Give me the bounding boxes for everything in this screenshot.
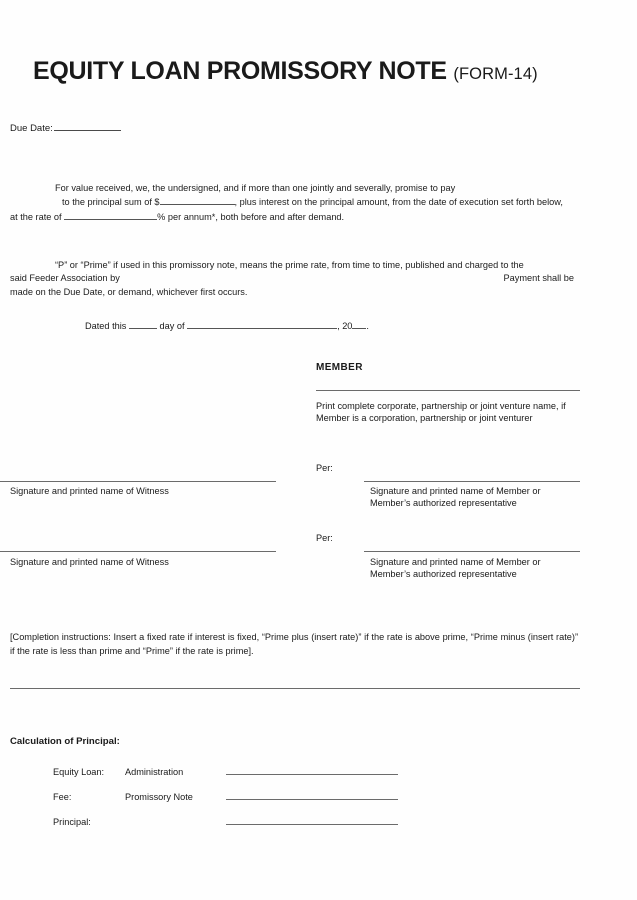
calc-row-value-blank[interactable] <box>226 763 398 775</box>
dated-prefix-label: Dated this <box>85 321 127 331</box>
rate-suffix: % per annum*, both before and after demand. <box>157 211 345 222</box>
table-row <box>53 813 398 838</box>
dated-this-field[interactable] <box>85 319 369 331</box>
witness-signature-caption-1: Signature and printed name of Witness <box>10 486 169 496</box>
dated-mid-label: day of <box>159 321 185 331</box>
section-divider <box>10 688 580 689</box>
member-heading: MEMBER <box>316 362 363 373</box>
calc-row-label: Fee: <box>53 792 72 802</box>
member-signature-rule-2[interactable] <box>364 551 580 552</box>
dated-day-blank[interactable] <box>129 319 157 329</box>
per-label-2: Per: <box>316 533 333 543</box>
member-signature-caption-2: Signature and printed name of Member or Member’s authorized representative <box>370 557 541 580</box>
dated-period: . <box>366 321 369 331</box>
table-row <box>53 763 398 788</box>
table-row <box>53 788 398 813</box>
dated-year-blank[interactable] <box>352 319 366 329</box>
value-received-line-3 <box>0 210 590 224</box>
paragraph-prime-definition <box>0 259 582 299</box>
value-received-line-2 <box>0 195 590 209</box>
witness-signature-rule-1[interactable] <box>0 481 276 482</box>
form-code-label: (FORM-14) <box>453 65 538 83</box>
prime-line-1: “P” or “Prime” if used in this promissory note, means the prime rate, from time to time, published and charged to the <box>55 260 524 270</box>
interest-rate-blank[interactable] <box>64 210 157 220</box>
prime-line-3: made on the Due Date, or demand, whichever first occurs. <box>10 286 248 297</box>
calc-row-label: Equity Loan: <box>53 767 105 777</box>
due-date-label: Due Date: <box>10 123 53 134</box>
calc-row-value-blank[interactable] <box>226 813 398 825</box>
principal-sum-blank[interactable] <box>160 195 235 205</box>
due-date-field[interactable] <box>10 121 121 134</box>
dated-year-prefix: , 20 <box>337 321 353 331</box>
page-title-main: EQUITY LOAN PROMISSORY NOTE <box>33 57 447 85</box>
calc-row-detail: Administration <box>125 767 184 777</box>
calc-row-detail: Promissory Note <box>125 792 193 802</box>
due-date-blank-line[interactable] <box>54 121 121 131</box>
principal-sum-suffix: , plus interest on the principal amount, from the date of execution set forth below, <box>234 197 563 208</box>
calc-row-label: Principal: <box>53 817 91 827</box>
per-label-1: Per: <box>316 463 333 473</box>
prime-line-2 <box>0 272 582 285</box>
member-name-caption: Print complete corporate, partnership or joint venture name, if Member is a corporation, partnership or joint venturer <box>316 401 566 424</box>
principal-sum-prefix: to the principal sum of $ <box>62 197 160 208</box>
value-received-line-1: For value received, we, the undersigned, and if more than one jointly and severally, promise to pay <box>55 183 456 193</box>
completion-instructions: [Completion instructions: Insert a fixed rate if interest is fixed, “Prime plus (insert rate)” if the rate is above prime, “Prime minus (insert rate)” if the rate is less than prime and “Prime” if the rate is prime]. <box>10 632 578 656</box>
calculation-of-principal-heading: Calculation of Principal: <box>10 736 120 747</box>
member-signature-rule-1[interactable] <box>364 481 580 482</box>
dated-month-blank[interactable] <box>187 319 337 329</box>
witness-signature-caption-2: Signature and printed name of Witness <box>10 557 169 567</box>
paragraph-value-received <box>0 182 590 224</box>
calculation-of-principal-table <box>53 763 398 838</box>
witness-signature-rule-2[interactable] <box>0 551 276 552</box>
member-signature-caption-1: Signature and printed name of Member or Member’s authorized representative <box>370 486 541 509</box>
feeder-association-text: said Feeder Association by <box>10 273 120 284</box>
payment-shall-be-text: Payment shall be <box>503 273 574 284</box>
calc-row-value-blank[interactable] <box>226 788 398 800</box>
member-name-rule[interactable] <box>316 390 580 391</box>
rate-prefix: at the rate of <box>10 211 62 222</box>
page-title <box>33 58 538 86</box>
